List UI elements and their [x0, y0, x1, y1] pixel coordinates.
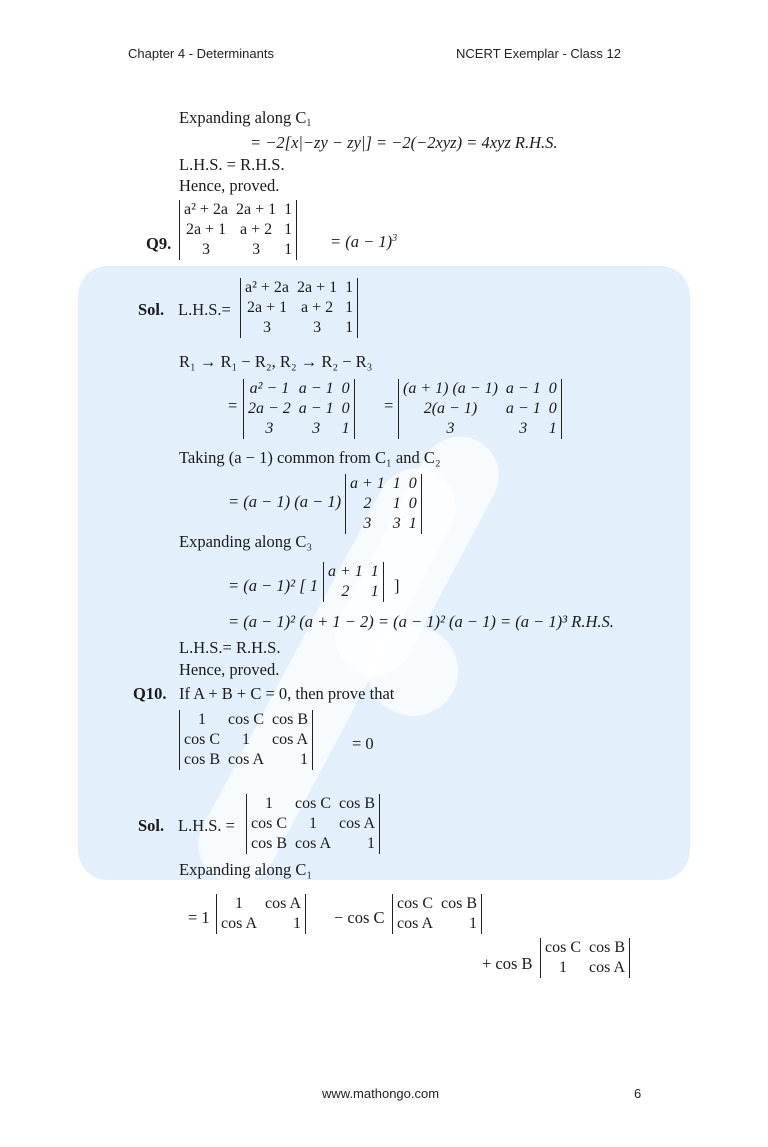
matrix-cell: cos C — [251, 815, 287, 832]
lhs-label: L.H.S. = — [178, 816, 235, 835]
matrix-cell: 0 — [408, 475, 417, 492]
matrix-cell: 3 — [263, 319, 272, 336]
matrix-cell: 1 — [367, 835, 375, 852]
matrix-cell: 3 — [519, 420, 528, 437]
equals-sign: = — [228, 396, 238, 415]
matrix-cell: cos C — [295, 795, 331, 812]
matrix-cell: 0 — [408, 495, 417, 512]
hence-proved: Hence, proved. — [179, 660, 280, 679]
matrix-cell: 1 — [242, 731, 250, 748]
matrix-cell: 2a + 1 — [297, 279, 338, 296]
matrix-cell: cos C — [184, 731, 220, 748]
matrix-cell: 1 — [345, 279, 354, 296]
expanding-line: Expanding along $C_1$ — [179, 108, 312, 129]
matrix-cell: 1 — [284, 201, 293, 218]
expanding-c3: Expanding along C₃ — [179, 532, 313, 551]
matrix-cell: 1 — [469, 915, 477, 932]
matrix-cell: cos B — [589, 939, 625, 956]
matrix-cell: cos B — [184, 751, 220, 768]
matrix-cell: cos C — [397, 895, 433, 912]
q10-label: Q10. — [133, 684, 167, 703]
matrix-cell: a + 1 — [350, 475, 385, 492]
book-title: NCERT Exemplar - Class 12 — [456, 46, 621, 61]
matrix-cell: a − 1 — [505, 380, 541, 397]
matrix-cell: 1 — [392, 475, 401, 492]
matrix-cell: 2(a − 1) — [423, 400, 478, 417]
matrix-cell: cos A — [221, 915, 257, 932]
matrix-cell: 1 — [548, 420, 557, 437]
matrix-cell: cos B — [272, 711, 308, 728]
q10-rhs: = 0 — [352, 734, 374, 753]
matrix-cell: 2 — [341, 583, 350, 600]
matrix-cell: 1 — [293, 915, 301, 932]
matrix-cell: 3 — [392, 515, 401, 532]
matrix-cell: 1 — [559, 959, 567, 976]
simplified-determinant — [345, 474, 422, 534]
term-cos-c: − cos C — [334, 908, 385, 927]
matrix-cell: cos A — [339, 815, 375, 832]
matrix-cell: 1 — [300, 751, 308, 768]
matrix-cell: 1 — [370, 563, 379, 580]
matrix-cell: 1 — [345, 299, 354, 316]
sol-label: Sol. — [138, 300, 165, 319]
matrix-cell: cos C — [545, 939, 581, 956]
matrix-cell: cos A — [295, 835, 331, 852]
solution-panel — [78, 266, 690, 880]
hence-proved: Hence, proved. — [179, 176, 280, 195]
matrix-cell: cos B — [441, 895, 477, 912]
matrix-cell: 1 — [284, 241, 293, 258]
matrix-cell: 3 — [202, 241, 211, 258]
lhs-determinant — [240, 278, 358, 338]
matrix-cell: 0 — [341, 400, 350, 417]
row-operations: R₁ → R₁ − R₂, R₂ → R₂ − R₃ — [179, 352, 373, 371]
term-one: = 1 — [188, 908, 210, 927]
factored-determinant — [398, 379, 562, 439]
q10-question: If A + B + C = 0, then prove that — [179, 684, 395, 703]
matrix-cell: a + 2 — [301, 299, 334, 316]
matrix-cell: a + 1 — [328, 563, 363, 580]
matrix-cell: cos A — [265, 895, 301, 912]
lhs-equals-rhs: L.H.S.= R.H.S. — [179, 638, 281, 657]
term-cos-b: + cos B — [482, 954, 533, 973]
matrix-cell: a − 1 — [298, 380, 334, 397]
q9-determinant — [179, 200, 297, 260]
reduced-determinant — [243, 379, 355, 439]
matrix-cell: 1 — [408, 515, 417, 532]
matrix-cell: cos B — [251, 835, 287, 852]
matrix-cell: 2 — [363, 495, 372, 512]
minor-determinant — [323, 562, 384, 602]
cofactor-one — [216, 894, 306, 934]
matrix-cell: 1 — [235, 895, 243, 912]
matrix-cell: 2a + 1 — [246, 299, 288, 316]
matrix-cell: (a + 1) (a − 1) — [403, 380, 498, 397]
matrix-cell: 0 — [548, 400, 557, 417]
matrix-cell: 0 — [548, 380, 557, 397]
matrix-cell: cos A — [397, 915, 433, 932]
lhs-equals-rhs: L.H.S. = R.H.S. — [179, 155, 285, 174]
cofactor-two — [392, 894, 482, 934]
matrix-cell: cos A — [228, 751, 264, 768]
matrix-cell: 3 — [312, 420, 321, 437]
matrix-cell: a² + 2a — [184, 201, 229, 218]
matrix-cell: 1 — [284, 221, 293, 238]
expanding-c1: Expanding along C₁ — [179, 860, 313, 879]
matrix-cell: 1 — [370, 583, 379, 600]
matrix-cell: 1 — [341, 420, 350, 437]
expansion-result: = −2[x|−zy − zy|] = −2(−2xyz) = 4xyz R.H.S. — [250, 133, 558, 152]
equals-sign: = — [384, 396, 394, 415]
matrix-cell: a − 1 — [298, 400, 334, 417]
matrix-cell: a² + 2a — [245, 279, 290, 296]
matrix-cell: cos A — [589, 959, 625, 976]
matrix-cell: cos A — [272, 731, 308, 748]
matrix-cell: 0 — [341, 380, 350, 397]
lhs-label: L.H.S.= — [178, 300, 231, 319]
common-factor: = (a − 1) (a − 1) — [228, 492, 342, 511]
squared-factor: = (a − 1)² [ 1 — [228, 576, 319, 595]
matrix-cell: 3 — [363, 515, 372, 532]
site-url[interactable]: www.mathongo.com — [322, 1086, 440, 1101]
matrix-cell: a − 1 — [505, 400, 541, 417]
matrix-cell: 3 — [265, 420, 274, 437]
matrix-cell: 2a − 2 — [248, 400, 291, 417]
matrix-cell: 2a + 1 — [185, 221, 227, 238]
matrix-cell: a² − 1 — [249, 380, 290, 397]
matrix-cell: cos C — [228, 711, 264, 728]
matrix-cell: 1 — [309, 815, 317, 832]
sol-determinant — [246, 794, 380, 854]
page-number: 6 — [634, 1086, 642, 1101]
matrix-cell: 2a + 1 — [236, 201, 277, 218]
matrix-cell: 3 — [252, 241, 261, 258]
cofactor-three — [540, 938, 630, 978]
matrix-cell: 3 — [446, 420, 455, 437]
matrix-cell: 1 — [265, 795, 273, 812]
matrix-cell: 3 — [313, 319, 322, 336]
matrix-cell: 1 — [198, 711, 206, 728]
matrix-cell: cos B — [339, 795, 375, 812]
chapter-title: Chapter 4 - Determinants — [128, 46, 274, 61]
q9-rhs: = $(a - 1)^3$ — [330, 232, 398, 251]
q9-label: Q9. — [146, 234, 172, 253]
q10-determinant — [179, 710, 313, 770]
sol-label: Sol. — [138, 816, 165, 835]
final-result: = (a − 1)² (a + 1 − 2) = (a − 1)² (a − 1) = (a − 1)³ R.H.S. — [228, 612, 614, 631]
close-bracket: ] — [394, 576, 400, 595]
matrix-cell: 1 — [392, 495, 401, 512]
taking-common: Taking (a − 1) common from C₁ and C₂ — [179, 448, 441, 467]
matrix-cell: a + 2 — [240, 221, 273, 238]
matrix-cell: 1 — [345, 319, 354, 336]
